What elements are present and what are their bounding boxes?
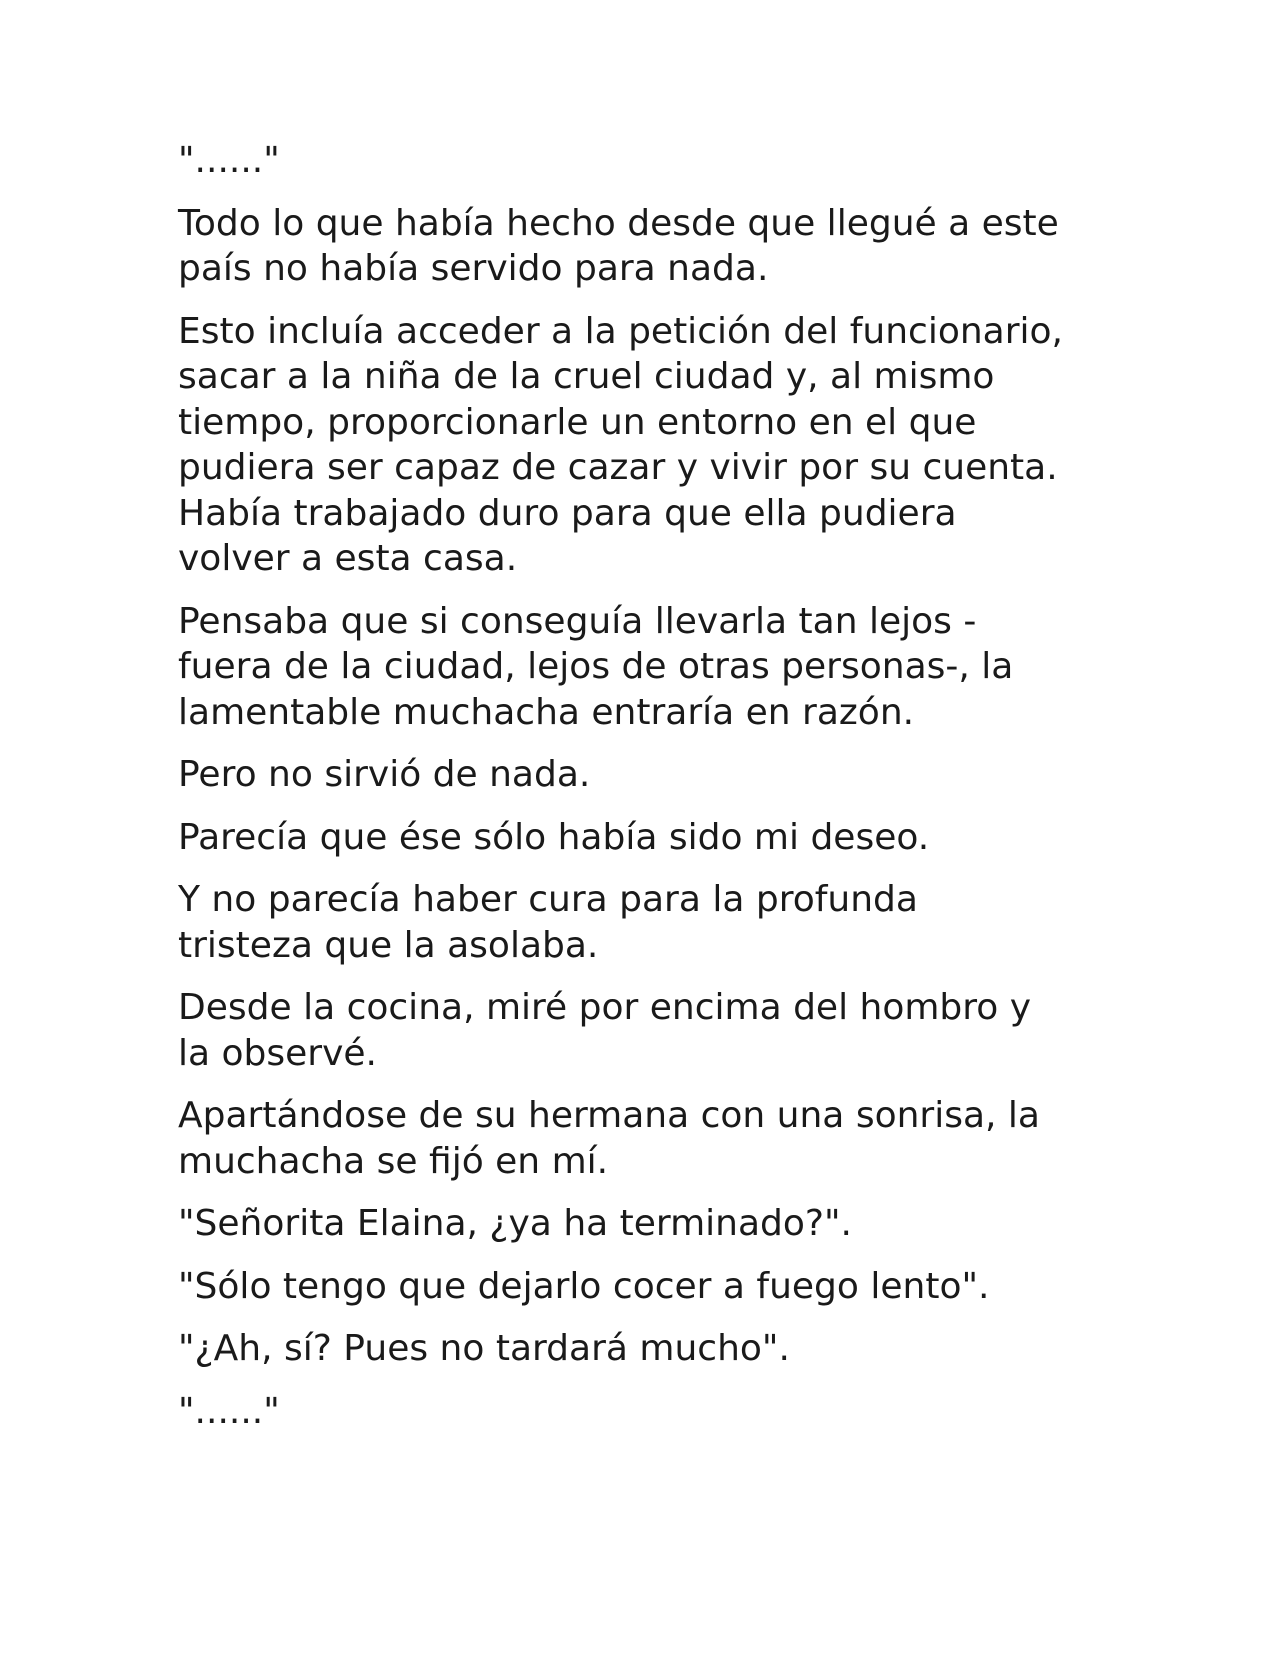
paragraph: "Señorita Elaina, ¿ya ha terminado?". [178, 1203, 852, 1244]
paragraph: Esto incluía acceder a la petición del funcionario, sacar a la niña de la cruel ciudad y, al mismo tiempo, proporcionarle un entorno en el que pudiera ser capaz de cazar y vivir por su cuenta. Había trabajado duro para que ella pudiera volver a esta casa. [178, 310, 1063, 579]
paragraph: Parecía que ése sólo había sido mi deseo. [178, 816, 930, 858]
paragraph: Pensaba que si conseguía llevarla tan lejos - fuera de la ciudad, lejos de otras personas-, la lamentable muchacha entraría en razón. [178, 600, 1014, 733]
paragraph: "......" [178, 140, 280, 181]
paragraph: Pero no sirvió de nada. [178, 754, 591, 795]
paragraph: "......" [178, 1390, 280, 1432]
paragraph: Y no parecía haber cura para la profunda tristeza que la asolaba. [178, 879, 918, 966]
document-page [178, 138, 1118, 1451]
paragraph: Desde la cocina, miré por encima del hombro y la observé. [178, 987, 1032, 1074]
paragraph: "Sólo tengo que dejarlo cocer a fuego lento". [178, 1265, 990, 1307]
paragraph: Todo lo que había hecho desde que llegué a este país no había servido para nada. [178, 202, 1059, 289]
paragraph: Apartándose de su hermana con una sonrisa, la muchacha se fijó en mí. [178, 1095, 1040, 1182]
paragraph: "¿Ah, sí? Pues no tardará mucho". [178, 1328, 790, 1369]
